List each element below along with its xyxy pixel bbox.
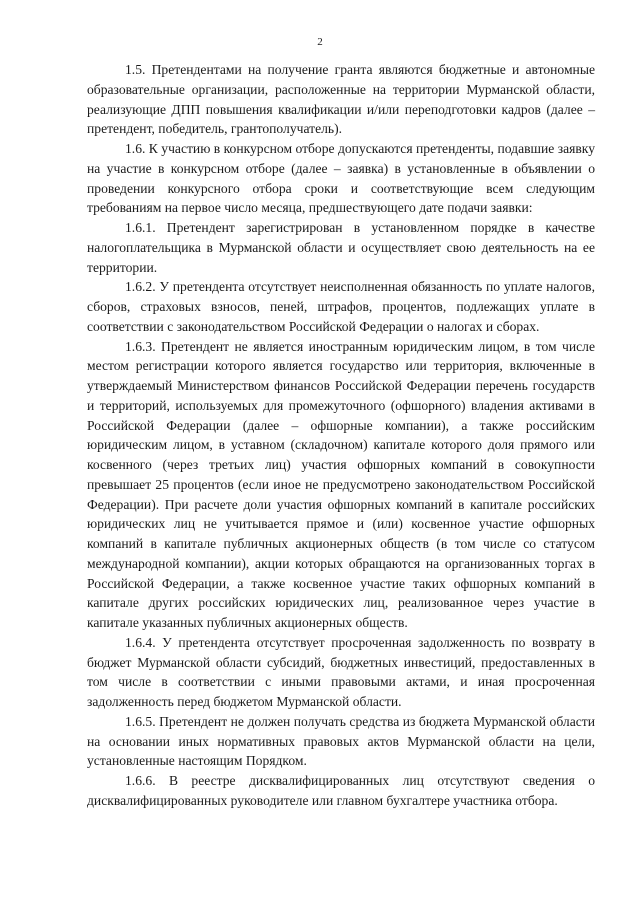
paragraph-1-6-4: 1.6.4. У претендента отсутствует просроченная задолженность по возврату в бюджет Мурманской области субсидий, бюджетных инвестиций, предоставленных в том числе в соответствии с иными правовыми актами, и иная просроченная задолженность перед бюджетом Мурманской области.: [87, 634, 595, 709]
paragraph-1-6-6: 1.6.6. В реестре дисквалифицированных лиц отсутствуют сведения о дисквалифицированных руководителе или главном бухгалтере участника отбора.: [87, 773, 595, 808]
paragraph-1-6-5: 1.6.5. Претендент не должен получать средства из бюджета Мурманской области на основании иных нормативных правовых актов Мурманской области на цели, установленные настоящим Порядком.: [87, 713, 595, 769]
paragraph-1-6-2: 1.6.2. У претендента отсутствует неисполненная обязанность по уплате налогов, сборов, страховых взносов, пеней, штрафов, процентов, подлежащих уплате в соответствии с законодательством Российской Федерации о налогах и сборах.: [87, 279, 595, 334]
paragraph-1-5: 1.5. Претендентами на получение гранта являются бюджетные и автономные образовательные организации, расположенные на территории Мурманской области, реализующие ДПП повышения квалификации и/или переподготовки кадров (далее – претендент, победитель, грантополучатель).: [87, 62, 595, 137]
paragraph-1-6-3: 1.6.3. Претендент не является иностранным юридическим лицом, в том числе местом регистрации которого является государство или территория, включенные в утверждаемый Министерством финансов Российской Федерации перечень государств и территорий, используемых для промежуточного (офшорного) владения активами в Российской Федерации (далее – офшорные компании), а также российским юридическим лицом, в уставном (складочном) капитале которого доля прямого или косвенного (через третьих лиц) участия офшорных компаний в совокупности превышает 25 процентов (если иное не предусмотрено законодательством Российской Федерации). При расчете доли участия офшорных компаний в капитале российских юридических лиц не учитывается прямое и (или) косвенное участие офшорных компаний в капитале публичных акционерных обществ (в том числе со статусом международной компании), акции которых обращаются на организованных торгах в Российской Федерации, а также косвенное участие таких офшорных компаний в капитале других российских юридических лиц, реализованное через участие в капитале указанных публичных акционерных обществ.: [87, 338, 595, 630]
paragraph-1-6: 1.6. К участию в конкурсном отборе допускаются претенденты, подавшие заявку на участие в конкурсном отборе (далее – заявка) в установленные в объявлении о проведении конкурсного отбора сроки и соответствующие всем следующим требованиям на первое число месяца, предшествующего дате подачи заявки:: [87, 141, 595, 216]
page-number: 2: [317, 36, 323, 48]
document-body: [87, 60, 595, 811]
paragraph-1-6-1: 1.6.1. Претендент зарегистрирован в установленном порядке в качестве налогоплательщика в Мурманской области и осуществляет свою деятельность на ее территории.: [87, 220, 595, 275]
